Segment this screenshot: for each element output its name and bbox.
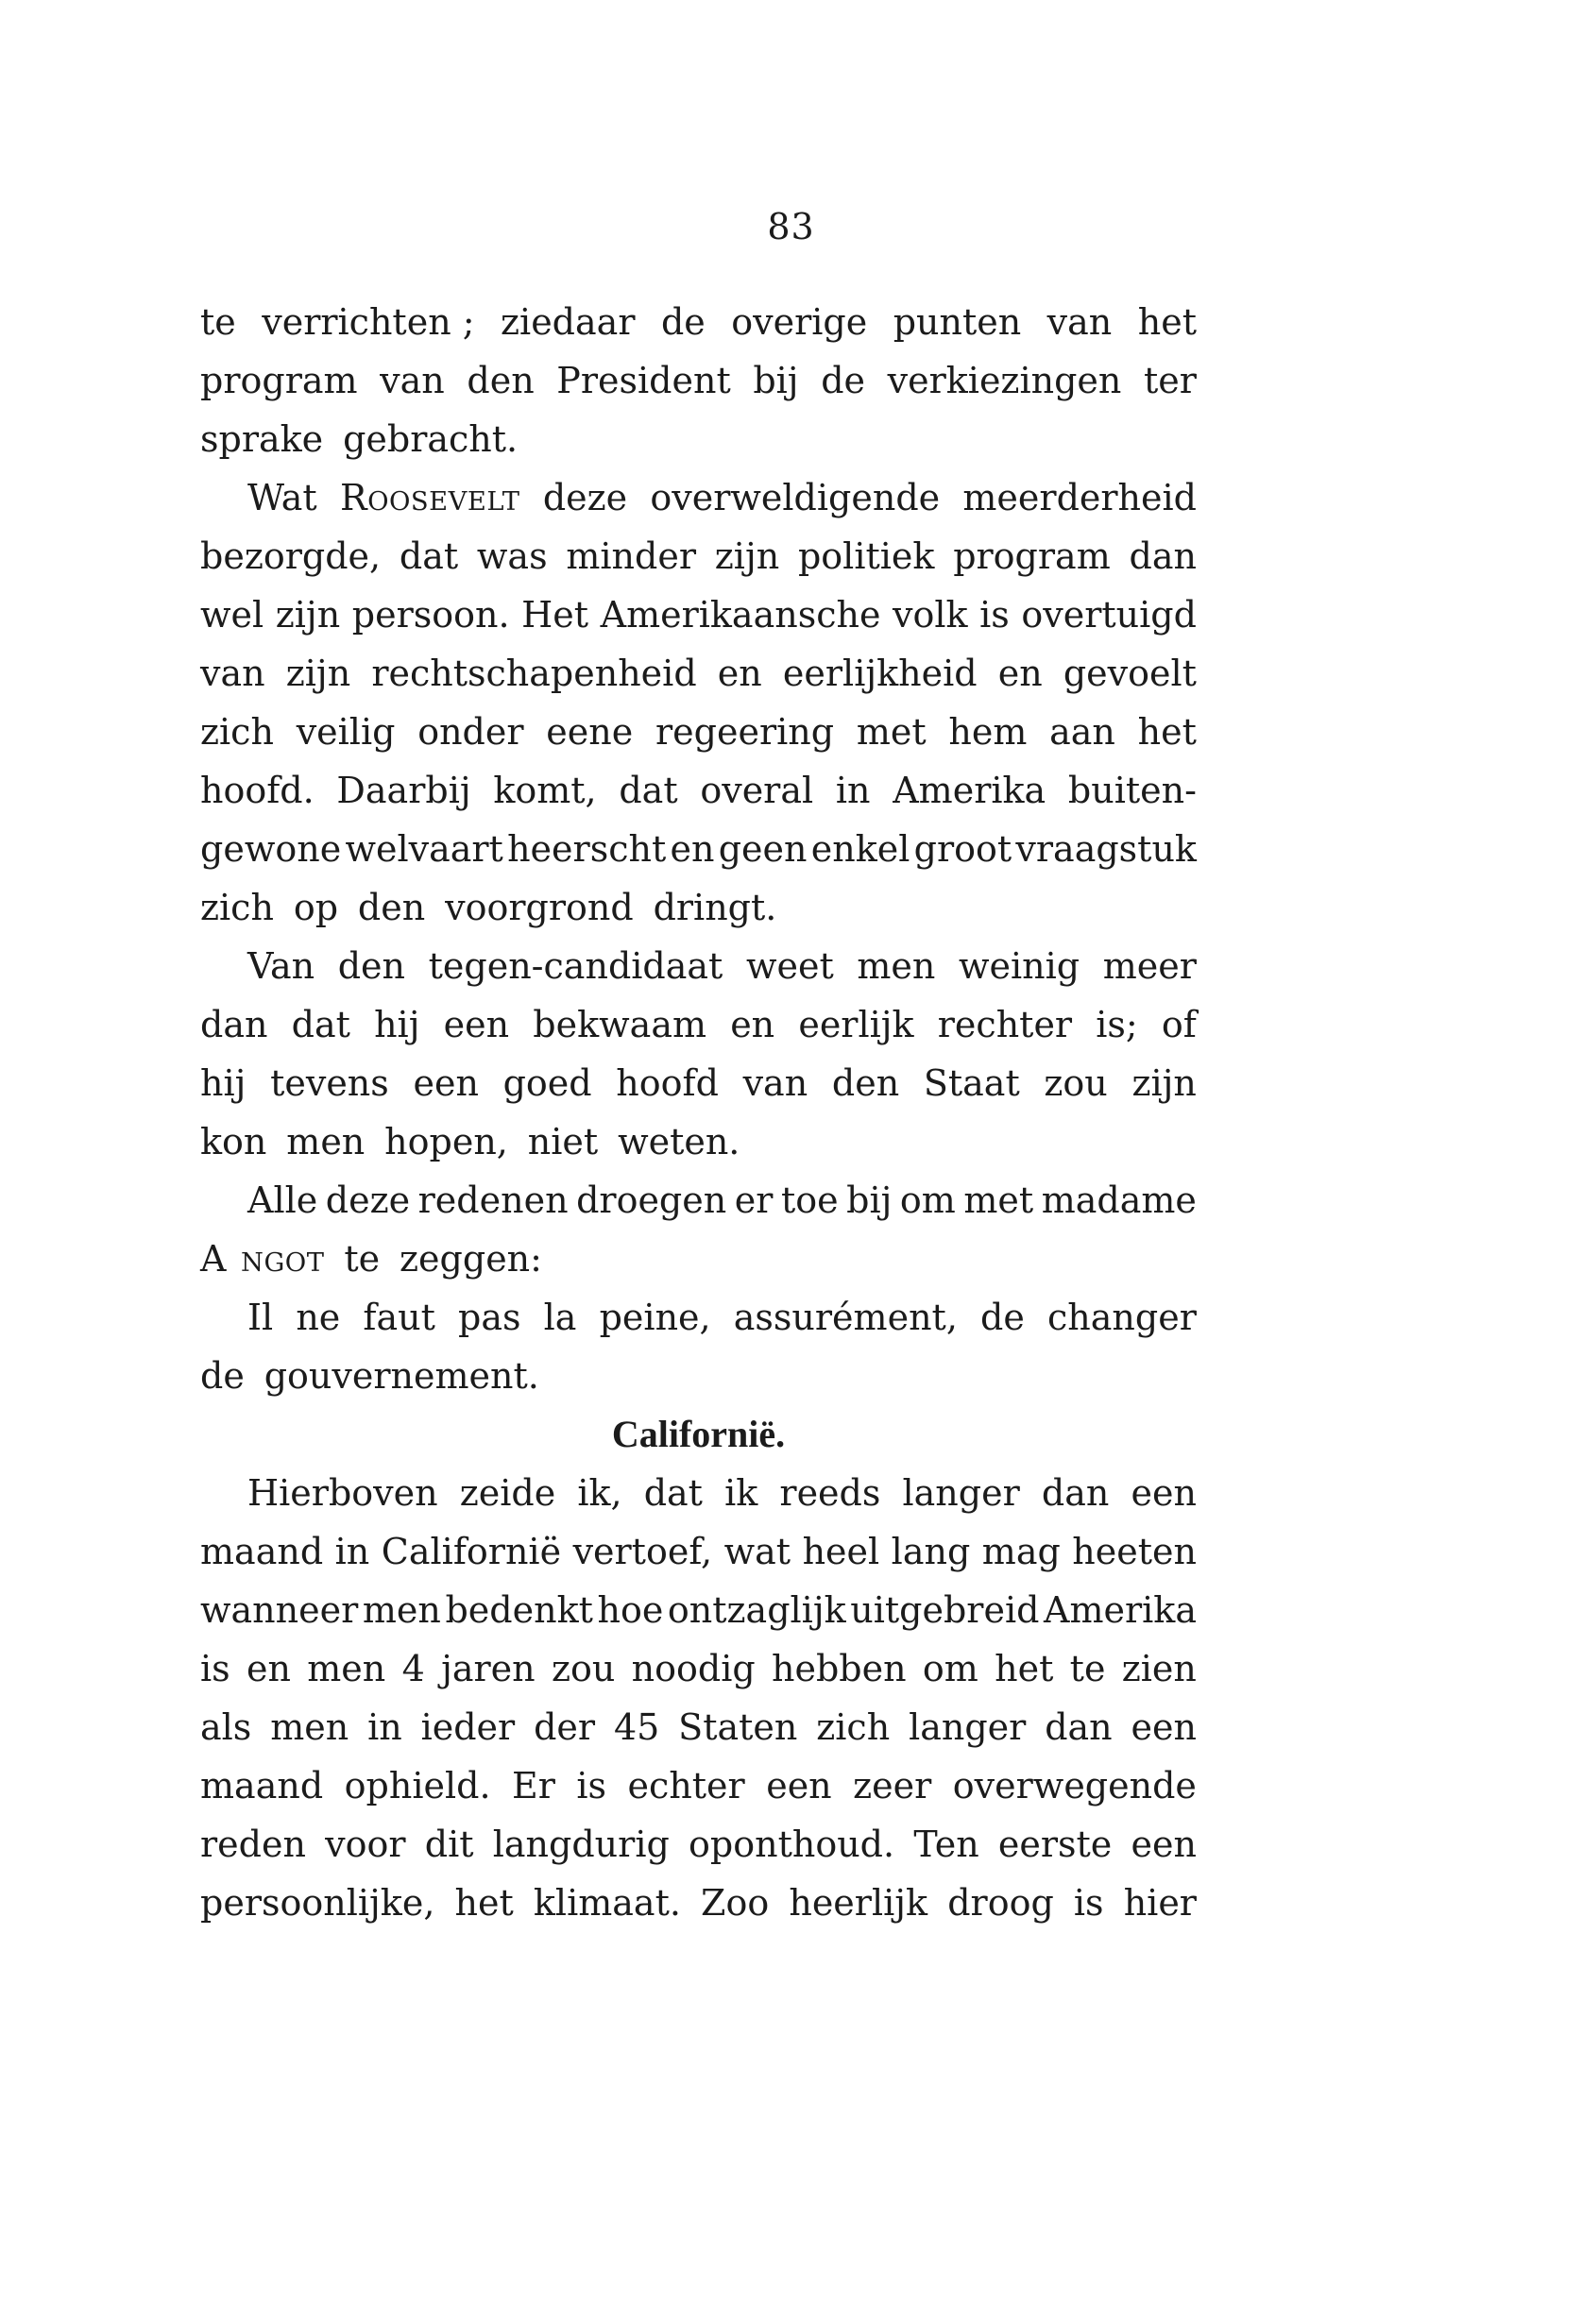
word: is;	[1096, 1004, 1138, 1045]
word: dat	[643, 1472, 703, 1514]
word: rechter	[937, 1004, 1073, 1045]
word: heerlijk	[789, 1882, 928, 1924]
word: zijn	[1131, 1062, 1197, 1104]
text-line	[200, 1230, 1197, 1288]
word: 4	[401, 1648, 425, 1689]
page-number: 83	[767, 206, 815, 247]
word: dan	[1045, 1706, 1113, 1748]
word: politiek	[797, 535, 935, 577]
word: echter	[627, 1765, 745, 1807]
word: Hierboven	[247, 1472, 438, 1514]
text-line	[200, 1522, 1197, 1581]
word: ophield.	[344, 1765, 491, 1807]
word: eerlijkheid	[782, 653, 978, 694]
body-text	[200, 293, 1197, 1932]
word: tegen-candidaat	[428, 945, 723, 987]
word: met	[963, 1179, 1034, 1221]
word: de	[980, 1297, 1025, 1338]
word: langer	[909, 1706, 1027, 1748]
word: op	[293, 887, 339, 928]
word: dan	[1041, 1472, 1110, 1514]
word: dringt.	[653, 887, 777, 928]
word: hoofd.	[200, 770, 315, 811]
word: vertoef,	[572, 1531, 713, 1572]
word: deze	[542, 477, 628, 518]
word: heel	[802, 1531, 880, 1572]
word: eerste	[997, 1824, 1113, 1865]
word: uitgebreid	[850, 1589, 1040, 1631]
word: oponthoud.	[689, 1824, 895, 1865]
word: een	[413, 1062, 479, 1104]
word: enkel	[810, 828, 910, 870]
word: was	[476, 535, 548, 577]
word: droegen	[576, 1179, 727, 1221]
word: het	[1137, 301, 1197, 343]
text-line	[200, 410, 1197, 468]
word: weet	[745, 945, 834, 987]
word: heeten	[1072, 1531, 1197, 1572]
word: weten.	[618, 1121, 740, 1162]
word: program	[953, 535, 1111, 577]
word: zich	[816, 1706, 891, 1748]
word: en	[730, 1004, 775, 1045]
word: eene	[546, 711, 634, 753]
word: aan	[1049, 711, 1115, 753]
word: persoon.	[351, 594, 510, 636]
word: minder	[566, 535, 696, 577]
word: is	[576, 1765, 607, 1807]
word: Californië.	[611, 1413, 786, 1455]
word: Alle	[247, 1179, 318, 1221]
word: zijn	[714, 535, 780, 577]
word: 45	[613, 1706, 660, 1748]
word: Zoo	[701, 1882, 770, 1924]
word: dan	[200, 1004, 268, 1045]
word: Amerika	[893, 770, 1046, 811]
word: veilig	[296, 711, 396, 753]
word: Daarbij	[336, 770, 471, 811]
word: een	[766, 1765, 832, 1807]
word: gewone	[200, 828, 342, 870]
word: ter	[1143, 360, 1197, 401]
word: zeggen:	[400, 1238, 542, 1280]
word: een	[443, 1004, 510, 1045]
word: gevoelt	[1063, 653, 1197, 694]
word: welvaart	[345, 828, 503, 870]
word: men	[362, 1589, 441, 1631]
word: te	[200, 301, 236, 343]
word: zien	[1121, 1648, 1197, 1689]
word: overweldigende	[650, 477, 941, 518]
word: President	[556, 360, 731, 401]
text-line	[200, 1288, 1197, 1347]
word: en	[246, 1648, 291, 1689]
text-line	[200, 937, 1197, 995]
word: mag	[981, 1531, 1061, 1572]
word: men	[270, 1706, 349, 1748]
word: ziedaar	[501, 301, 636, 343]
word: Er	[512, 1765, 555, 1807]
word: in	[367, 1706, 402, 1748]
word: faut	[363, 1297, 435, 1338]
word: pas	[458, 1297, 521, 1338]
word: zijn	[285, 653, 351, 694]
word: klimaat.	[533, 1882, 681, 1924]
word: regeering	[655, 711, 835, 753]
word: de	[821, 360, 866, 401]
word: zeide	[459, 1472, 556, 1514]
text-line	[200, 703, 1197, 761]
word: overal	[700, 770, 814, 811]
word: ieder	[420, 1706, 516, 1748]
word: dit	[424, 1824, 474, 1865]
word: Wat	[247, 477, 317, 518]
word: is	[200, 1648, 230, 1689]
word: of	[1161, 1004, 1197, 1045]
word: het	[995, 1648, 1054, 1689]
word: zich	[200, 887, 274, 928]
word: heerscht	[507, 828, 667, 870]
word: droog	[947, 1882, 1054, 1924]
word: Het	[521, 594, 589, 636]
word: hoofd	[616, 1062, 719, 1104]
word: jaren	[441, 1648, 536, 1689]
word: dat	[619, 770, 678, 811]
word: hem	[948, 711, 1028, 753]
word: lang	[891, 1531, 971, 1572]
word: peine,	[599, 1297, 711, 1338]
word: Staat	[923, 1062, 1020, 1104]
word: om	[899, 1179, 956, 1221]
word: ROOSEVELT	[339, 477, 520, 518]
word: den	[831, 1062, 900, 1104]
word: wel	[200, 594, 264, 636]
word: vraagstuk	[1015, 828, 1197, 870]
word: reden	[200, 1824, 306, 1865]
word: rechtschapenheid	[371, 653, 697, 694]
word: verrichten ;	[262, 301, 475, 343]
word: voorgrond	[445, 887, 634, 928]
word: Amerikaansche	[600, 594, 881, 636]
word: goed	[502, 1062, 592, 1104]
word: ne	[296, 1297, 341, 1338]
word: dat	[399, 535, 459, 577]
word: om	[922, 1648, 978, 1689]
word: komt,	[493, 770, 597, 811]
word: ik	[724, 1472, 758, 1514]
word: punten	[893, 301, 1022, 343]
word: changer	[1047, 1297, 1197, 1338]
word: zou	[1044, 1062, 1108, 1104]
word: buiten-	[1067, 770, 1197, 811]
word: Amerika	[1044, 1589, 1197, 1631]
section-heading	[200, 1405, 1197, 1464]
text-line	[200, 1581, 1197, 1639]
word: een	[1131, 1472, 1197, 1514]
word: hebben	[772, 1648, 907, 1689]
word: geen	[718, 828, 808, 870]
word: noodig	[631, 1648, 756, 1689]
text-line	[200, 1756, 1197, 1815]
word: deze	[325, 1179, 411, 1221]
word: Californië	[381, 1531, 562, 1572]
word: hier	[1123, 1882, 1197, 1924]
word: meer	[1102, 945, 1197, 987]
word: bekwaam	[533, 1004, 707, 1045]
word: als	[200, 1706, 252, 1748]
word: van	[200, 653, 265, 694]
word: er	[734, 1179, 774, 1221]
text-line	[200, 293, 1197, 351]
word: overige	[731, 301, 868, 343]
text-line	[200, 527, 1197, 585]
word: overwegende	[952, 1765, 1197, 1807]
word: zou	[551, 1648, 616, 1689]
text-line	[200, 468, 1197, 527]
word: gebracht.	[343, 418, 519, 460]
word: groot	[913, 828, 1012, 870]
word: ik,	[577, 1472, 622, 1514]
word: bezorgde,	[200, 535, 382, 577]
word: bedenkt	[445, 1589, 593, 1631]
word: redenen	[417, 1179, 569, 1221]
text-line	[200, 585, 1197, 644]
text-line	[200, 1054, 1197, 1112]
word: en	[717, 653, 762, 694]
text-line	[200, 995, 1197, 1054]
word: assurément,	[733, 1297, 958, 1338]
text-line	[200, 761, 1197, 820]
word: meerderheid	[962, 477, 1197, 518]
word: Van	[247, 945, 315, 987]
text-line	[200, 644, 1197, 703]
word: hopen,	[384, 1121, 508, 1162]
word: Il	[247, 1297, 274, 1338]
word: den	[357, 887, 426, 928]
word: Staten	[678, 1706, 798, 1748]
word: en	[997, 653, 1043, 694]
word: langer	[902, 1472, 1020, 1514]
word: met	[856, 711, 927, 753]
word: in	[835, 770, 871, 811]
word: kon	[200, 1121, 267, 1162]
word: madame	[1041, 1179, 1197, 1221]
word: langdurig	[492, 1824, 670, 1865]
text-line	[200, 1698, 1197, 1756]
word: A NGOT	[200, 1238, 325, 1280]
word: hoe	[597, 1589, 664, 1631]
text-line	[200, 1464, 1197, 1522]
word: te	[344, 1238, 381, 1280]
word: voor	[325, 1824, 406, 1865]
text-line	[200, 1874, 1197, 1932]
word: van	[1046, 301, 1113, 343]
word: van	[742, 1062, 808, 1104]
word: Ten	[913, 1824, 979, 1865]
word: bij	[846, 1179, 893, 1221]
word: hij	[200, 1062, 247, 1104]
word: een	[1131, 1706, 1197, 1748]
word: dan	[1129, 535, 1197, 577]
word: verkiezingen	[887, 360, 1122, 401]
word: bij	[753, 360, 799, 401]
text-line	[200, 820, 1197, 878]
word: den	[337, 945, 406, 987]
word: weinig	[958, 945, 1080, 987]
word: men	[307, 1648, 386, 1689]
word: niet	[527, 1121, 599, 1162]
text-line	[200, 1171, 1197, 1230]
word: is	[1073, 1882, 1104, 1924]
text-line	[200, 1639, 1197, 1698]
text-line	[200, 1815, 1197, 1874]
word: der	[534, 1706, 596, 1748]
word: men	[286, 1121, 366, 1162]
word: zijn	[275, 594, 341, 636]
word: toe	[780, 1179, 839, 1221]
word: te	[1069, 1648, 1106, 1689]
word: den	[467, 360, 535, 401]
word: overtuigd	[1021, 594, 1197, 636]
word: program	[200, 360, 358, 401]
word: eerlijk	[798, 1004, 914, 1045]
word: onder	[417, 711, 524, 753]
word: dat	[291, 1004, 350, 1045]
word: is	[979, 594, 1010, 636]
word: ontzaglijk	[667, 1589, 846, 1631]
word: zeer	[853, 1765, 932, 1807]
word: een	[1131, 1824, 1197, 1865]
word: en	[670, 828, 715, 870]
word: gouvernement.	[264, 1355, 539, 1397]
word: sprake	[200, 418, 324, 460]
word: reeds	[779, 1472, 881, 1514]
word: maand	[200, 1531, 324, 1572]
text-line	[200, 1347, 1197, 1405]
word: de	[200, 1355, 245, 1397]
word: het	[1137, 711, 1197, 753]
word: wat	[723, 1531, 791, 1572]
word: maand	[200, 1765, 324, 1807]
word: tevens	[270, 1062, 389, 1104]
word: la	[543, 1297, 577, 1338]
word: zich	[200, 711, 274, 753]
word: wanneer	[200, 1589, 359, 1631]
word: het	[454, 1882, 514, 1924]
word: van	[380, 360, 445, 401]
text-line	[200, 1112, 1197, 1171]
word: volk	[893, 594, 968, 636]
word: hij	[374, 1004, 420, 1045]
word: persoonlijke,	[200, 1882, 435, 1924]
word: in	[334, 1531, 370, 1572]
text-line	[200, 351, 1197, 410]
word: men	[857, 945, 936, 987]
word: de	[660, 301, 706, 343]
text-line	[200, 878, 1197, 937]
